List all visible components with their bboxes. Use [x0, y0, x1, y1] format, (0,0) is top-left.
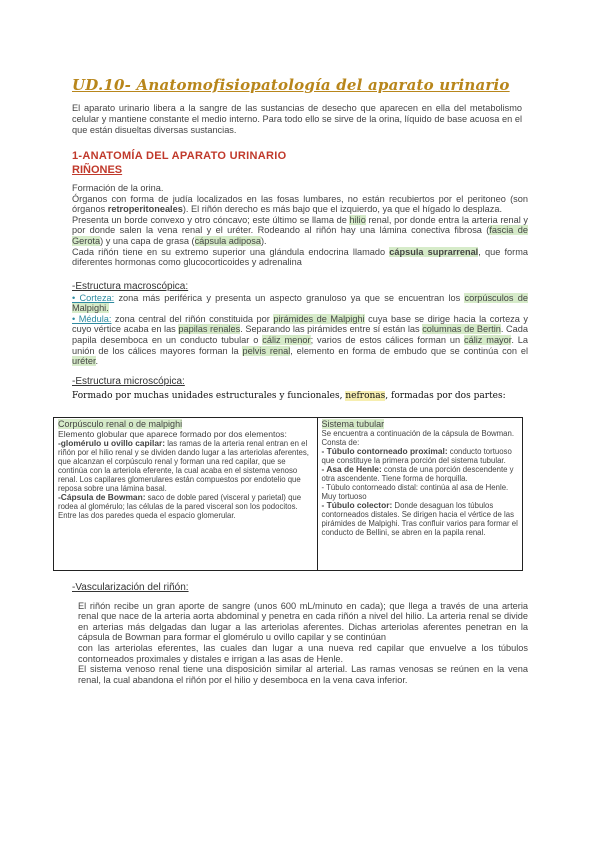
distal-tubule-item: - Túbulo contorneado distal: continúa al asa de Henle. Muy tortuoso [321, 483, 509, 501]
vasc-paragraph-1: El riñón recibe un gran aporte de sangre (unos 600 mL/minuto en cada); que llega a través de una arteria renal que nace de la arteria aorta abdominal y penetra en cada riñón a nivel del hilio. La arteria renal se divide en arterias más delgadas dan lugar a las arteriolas aferentes. Dichas arteriolas aferentes penetran en la cápsula de Bowman para formar el glomérulo u ovillo capilar y se continúan [78, 600, 528, 643]
corpuscle-heading: Corpúsculo renal o de malpighi [58, 419, 183, 429]
medula-item: • Médula: zona central del riñón constituida por pirámides de Malpighi cuya base se dirige hacia la corteza y cuyo vértice acaba en las papilas renales. Separando las pirámides entre sí están las columnas de Bertin. Cada papila desemboca en un conducto tubular o cáliz menor; varios de estos cálices forman un cáliz mayor. La unión de los cálices mayores forman la pelvis renal, elemento en forma de embudo que se continúa con el uréter. [72, 313, 528, 367]
bowman-item: -Cápsula de Bowman: saco de doble pared (visceral y parietal) que rodea al glomérulo; las células de la pared visceral son los podocitos. Entre las dos paredes queda el espacio glomerular. [58, 492, 302, 520]
proximal-tubule-item: - Túbulo contorneado proximal: conducto tortuoso que constituye la primera porción del sistema tubular. [321, 446, 512, 465]
micro-text: Formado por muchas unidades estructurales y funcionales, nefronas, formadas por dos partes: [72, 390, 506, 401]
subsection-title: RIÑONES [72, 164, 123, 176]
micro-structure [72, 377, 528, 401]
henle-loop-item: - Asa de Henle: consta de una porción descendente y otra ascendente. Tiene forma de horquilla. [321, 464, 514, 483]
glomerulus-item: -glomérulo u ovillo capilar: las ramas de la arteria renal entran en el riñón por el hilio renal y se dividen dando lugar a las arteriolas aferentes, que alcanzan el corpúsculo renal y forman una red capilar, que se continúa con la arteriola eferente, la cual acaba en el sistema venoso renal. Los capilares glomerulares están compuestos por endotelio que reposa sobre una lámina basal. [58, 438, 309, 493]
document-title: UD.10- Anatomofisiopatología del aparato urinario [72, 76, 510, 94]
tubular-cell [317, 418, 522, 571]
corpuscle-cell [54, 418, 318, 571]
kidney-line-1: Formación de la orina. [72, 183, 164, 193]
corpuscle-intro: Elemento globular que aparece formado por dos elementos: [58, 429, 287, 439]
vasc-title: -Vascularización del riñón: [72, 582, 189, 593]
kidney-line-2: Órganos con forma de judía localizados en las fosas lumbares, no están recubiertos por el peritoneo (son órganos retroperitoneales). El riñón derecho es más bajo que el izquierdo, ya que el hígado lo desplaza. [72, 193, 528, 215]
section-title: 1-ANATOMÍA DEL APARATO URINARIO [72, 150, 287, 162]
tubular-intro: Se encuentra a continuación de la cápsula de Bowman. Consta de: [321, 429, 514, 447]
macro-title: -Estructura macroscópica: [72, 281, 189, 292]
vascularization [72, 583, 528, 685]
kidney-line-3: Presenta un borde convexo y otro cóncavo; este último se llama de hilio renal, por donde entra la arteria renal y por donde salen la vena renal y el uréter. Rodeando al riñón hay una lámina conectiva fibrosa (fascia de Gerota) y una capa de grasa (cápsula adiposa). [72, 214, 529, 246]
intro-paragraph: El aparato urinario libera a la sangre de las sustancias de desecho que aparecen en ella del metabolismo celular y mantiene constante el medio interno. Para todo ello se sirve de la orina, líquido de base acuosa en el que están disueltas diversas sustancias. [72, 103, 522, 135]
tubular-heading: Sistema tubular [321, 419, 385, 429]
vasc-paragraph-2: con las arteriolas eferentes, las cuales dan lugar a una nueva red capilar que envuelve a los túbulos contorneados proximales y distales e irrigan a las asas de Henle. [78, 642, 528, 664]
macro-structure [72, 282, 528, 367]
nephron-table [53, 417, 523, 571]
micro-title: -Estructura microscópica: [72, 376, 185, 387]
collecting-tubule-item: - Túbulo colector: Donde desaguan los túbulos contorneados distales. Se dirigen hacia el vértice de las pirámides de Malpighi. Tras confluir varios para formar el conducto de Bellini, se abren en la papila renal. [321, 500, 518, 537]
corteza-item: • Corteza: zona más periférica y presenta un aspecto granuloso ya que se encuentran los corpúsculos de Malpighi. [72, 292, 528, 314]
vasc-paragraph-3: El sistema venoso renal tiene una disposición similar al arterial. Las ramas venosas se reúnen en la vena renal, la cual abandona el riñón por el hilio y desemboca en la vena cava inferior. [78, 664, 528, 685]
kidney-line-4: Cada riñón tiene en su extremo superior una glándula endocrina llamado cápsula suprarrenal, que forma diferentes hormonas como glucocorticoides y adrenalina [72, 246, 528, 268]
kidney-paragraph [72, 183, 528, 268]
